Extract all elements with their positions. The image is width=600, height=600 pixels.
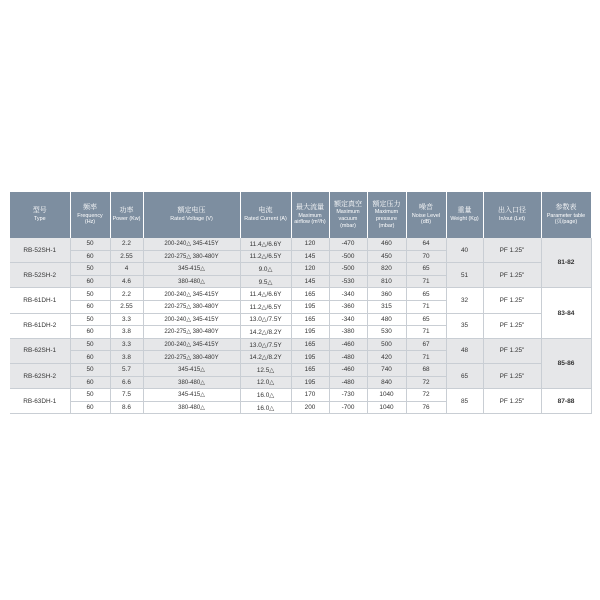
pressure-cell: 420 [367, 351, 406, 364]
pressure-cell: 500 [367, 338, 406, 351]
port-cell: PF 1.25" [483, 338, 541, 363]
airflow-cell: 165 [291, 363, 329, 376]
current-cell: 12.5△ [240, 363, 291, 376]
vacuum-cell: -500 [329, 263, 367, 276]
voltage-cell: 200-240△ 345-415Y [143, 313, 240, 326]
noise-cell: 67 [406, 338, 446, 351]
airflow-cell: 165 [291, 338, 329, 351]
power-cell: 6.6 [110, 376, 143, 389]
frequency-cell: 50 [70, 288, 110, 301]
type-cell: RB-52SH-2 [10, 263, 70, 288]
current-cell: 12.0△ [240, 376, 291, 389]
power-cell: 3.3 [110, 313, 143, 326]
port-cell: PF 1.25" [483, 363, 541, 388]
voltage-cell: 200-240△ 345-415Y [143, 288, 240, 301]
col-current: 电流 Rated Current (A) [240, 192, 291, 238]
current-cell: 14.2△/8.2Y [240, 326, 291, 339]
current-cell: 11.4△/6.6Y [240, 238, 291, 250]
pressure-cell: 740 [367, 363, 406, 376]
voltage-cell: 220-275△ 380-480Y [143, 351, 240, 364]
table-row [10, 338, 591, 351]
noise-cell: 65 [406, 263, 446, 276]
pressure-cell: 460 [367, 238, 406, 250]
current-cell: 11.2△/6.5Y [240, 300, 291, 313]
current-cell: 9.5△ [240, 275, 291, 288]
frequency-cell: 60 [70, 300, 110, 313]
weight-cell: 35 [446, 313, 483, 338]
noise-cell: 76 [406, 401, 446, 414]
power-cell: 4.6 [110, 275, 143, 288]
current-cell: 13.0△/7.5Y [240, 313, 291, 326]
table-row [10, 389, 591, 402]
noise-cell: 68 [406, 363, 446, 376]
power-cell: 2.2 [110, 238, 143, 250]
voltage-cell: 380-480△ [143, 376, 240, 389]
weight-cell: 40 [446, 238, 483, 263]
table-row [10, 263, 591, 276]
weight-cell: 85 [446, 389, 483, 414]
port-cell: PF 1.25" [483, 313, 541, 338]
frequency-cell: 50 [70, 263, 110, 276]
noise-cell: 65 [406, 288, 446, 301]
pressure-cell: 840 [367, 376, 406, 389]
power-cell: 4 [110, 263, 143, 276]
col-noise: 噪音 Noise Level (dB) [406, 192, 446, 238]
port-cell: PF 1.25" [483, 288, 541, 313]
power-cell: 8.6 [110, 401, 143, 414]
page-cell: 85-86 [541, 338, 591, 388]
airflow-cell: 195 [291, 300, 329, 313]
col-pressure: 额定压力 Maximum pressure (mbar) [367, 192, 406, 238]
pressure-cell: 820 [367, 263, 406, 276]
airflow-cell: 195 [291, 376, 329, 389]
page-cell: 83-84 [541, 288, 591, 338]
airflow-cell: 195 [291, 326, 329, 339]
airflow-cell: 145 [291, 250, 329, 263]
pressure-cell: 810 [367, 275, 406, 288]
current-cell: 16.0△ [240, 389, 291, 402]
airflow-cell: 195 [291, 351, 329, 364]
frequency-cell: 50 [70, 238, 110, 250]
noise-cell: 64 [406, 238, 446, 250]
power-cell: 2.55 [110, 250, 143, 263]
power-cell: 3.8 [110, 326, 143, 339]
vacuum-cell: -500 [329, 250, 367, 263]
voltage-cell: 380-480△ [143, 401, 240, 414]
noise-cell: 71 [406, 275, 446, 288]
col-page: 参数表 Parameter table (页/page) [541, 192, 591, 238]
power-cell: 5.7 [110, 363, 143, 376]
vacuum-cell: -380 [329, 326, 367, 339]
noise-cell: 72 [406, 376, 446, 389]
vacuum-cell: -700 [329, 401, 367, 414]
airflow-cell: 165 [291, 313, 329, 326]
col-vacuum: 额定真空 Maximum vacuum (mbar) [329, 192, 367, 238]
power-cell: 2.55 [110, 300, 143, 313]
vacuum-cell: -460 [329, 363, 367, 376]
type-cell: RB-61DH-2 [10, 313, 70, 338]
col-weight: 重量 Weight (Kg) [446, 192, 483, 238]
power-cell: 3.3 [110, 338, 143, 351]
voltage-cell: 345-415△ [143, 363, 240, 376]
current-cell: 14.2△/8.2Y [240, 351, 291, 364]
type-cell: RB-62SH-2 [10, 363, 70, 388]
col-power: 功率 Power (Kw) [110, 192, 143, 238]
voltage-cell: 380-480△ [143, 275, 240, 288]
frequency-cell: 60 [70, 326, 110, 339]
current-cell: 16.0△ [240, 401, 291, 414]
vacuum-cell: -530 [329, 275, 367, 288]
vacuum-cell: -470 [329, 238, 367, 250]
frequency-cell: 60 [70, 250, 110, 263]
vacuum-cell: -480 [329, 376, 367, 389]
voltage-cell: 200-240△ 345-415Y [143, 338, 240, 351]
noise-cell: 71 [406, 326, 446, 339]
power-cell: 2.2 [110, 288, 143, 301]
frequency-cell: 50 [70, 338, 110, 351]
frequency-cell: 50 [70, 313, 110, 326]
col-airflow: 最大流量 Maximum airflow (m³/h) [291, 192, 329, 238]
airflow-cell: 145 [291, 275, 329, 288]
vacuum-cell: -480 [329, 351, 367, 364]
vacuum-cell: -360 [329, 300, 367, 313]
type-cell: RB-62SH-1 [10, 338, 70, 363]
voltage-cell: 220-275△ 380-480Y [143, 300, 240, 313]
vacuum-cell: -460 [329, 338, 367, 351]
port-cell: PF 1.25" [483, 389, 541, 414]
frequency-cell: 50 [70, 389, 110, 402]
frequency-cell: 60 [70, 351, 110, 364]
weight-cell: 65 [446, 363, 483, 388]
pressure-cell: 450 [367, 250, 406, 263]
airflow-cell: 120 [291, 238, 329, 250]
voltage-cell: 220-275△ 380-480Y [143, 326, 240, 339]
pressure-cell: 1040 [367, 401, 406, 414]
table-row [10, 363, 591, 376]
col-type: 型号 Type [10, 192, 70, 238]
noise-cell: 72 [406, 389, 446, 402]
frequency-cell: 60 [70, 275, 110, 288]
vacuum-cell: -730 [329, 389, 367, 402]
frequency-cell: 60 [70, 401, 110, 414]
table-row [10, 288, 591, 301]
port-cell: PF 1.25" [483, 238, 541, 263]
page-cell: 81-82 [541, 238, 591, 288]
vacuum-cell: -340 [329, 288, 367, 301]
airflow-cell: 170 [291, 389, 329, 402]
port-cell: PF 1.25" [483, 263, 541, 288]
page-cell: 87-88 [541, 389, 591, 414]
voltage-cell: 220-275△ 380-480Y [143, 250, 240, 263]
col-voltage: 额定电压 Rated Voltage (V) [143, 192, 240, 238]
table-row [10, 313, 591, 326]
frequency-cell: 50 [70, 363, 110, 376]
noise-cell: 70 [406, 250, 446, 263]
noise-cell: 71 [406, 351, 446, 364]
weight-cell: 32 [446, 288, 483, 313]
pressure-cell: 315 [367, 300, 406, 313]
spec-table [10, 192, 592, 414]
weight-cell: 48 [446, 338, 483, 363]
pressure-cell: 1040 [367, 389, 406, 402]
noise-cell: 65 [406, 313, 446, 326]
voltage-cell: 345-415△ [143, 263, 240, 276]
voltage-cell: 345-415△ [143, 389, 240, 402]
current-cell: 13.0△/7.5Y [240, 338, 291, 351]
header-row [10, 192, 591, 238]
spec-table-body [10, 238, 591, 414]
pressure-cell: 480 [367, 313, 406, 326]
airflow-cell: 120 [291, 263, 329, 276]
frequency-cell: 60 [70, 376, 110, 389]
table-row [10, 238, 591, 250]
power-cell: 7.5 [110, 389, 143, 402]
col-frequency: 频率 Frequency (Hz) [70, 192, 110, 238]
current-cell: 11.2△/6.5Y [240, 250, 291, 263]
current-cell: 11.4△/6.6Y [240, 288, 291, 301]
type-cell: RB-63DH-1 [10, 389, 70, 414]
type-cell: RB-61DH-1 [10, 288, 70, 313]
power-cell: 3.8 [110, 351, 143, 364]
voltage-cell: 200-240△ 345-415Y [143, 238, 240, 250]
pressure-cell: 360 [367, 288, 406, 301]
pressure-cell: 530 [367, 326, 406, 339]
airflow-cell: 200 [291, 401, 329, 414]
vacuum-cell: -340 [329, 313, 367, 326]
type-cell: RB-52SH-1 [10, 238, 70, 263]
col-port: 出入口径 In/out (Let) [483, 192, 541, 238]
current-cell: 9.0△ [240, 263, 291, 276]
noise-cell: 71 [406, 300, 446, 313]
weight-cell: 51 [446, 263, 483, 288]
airflow-cell: 165 [291, 288, 329, 301]
